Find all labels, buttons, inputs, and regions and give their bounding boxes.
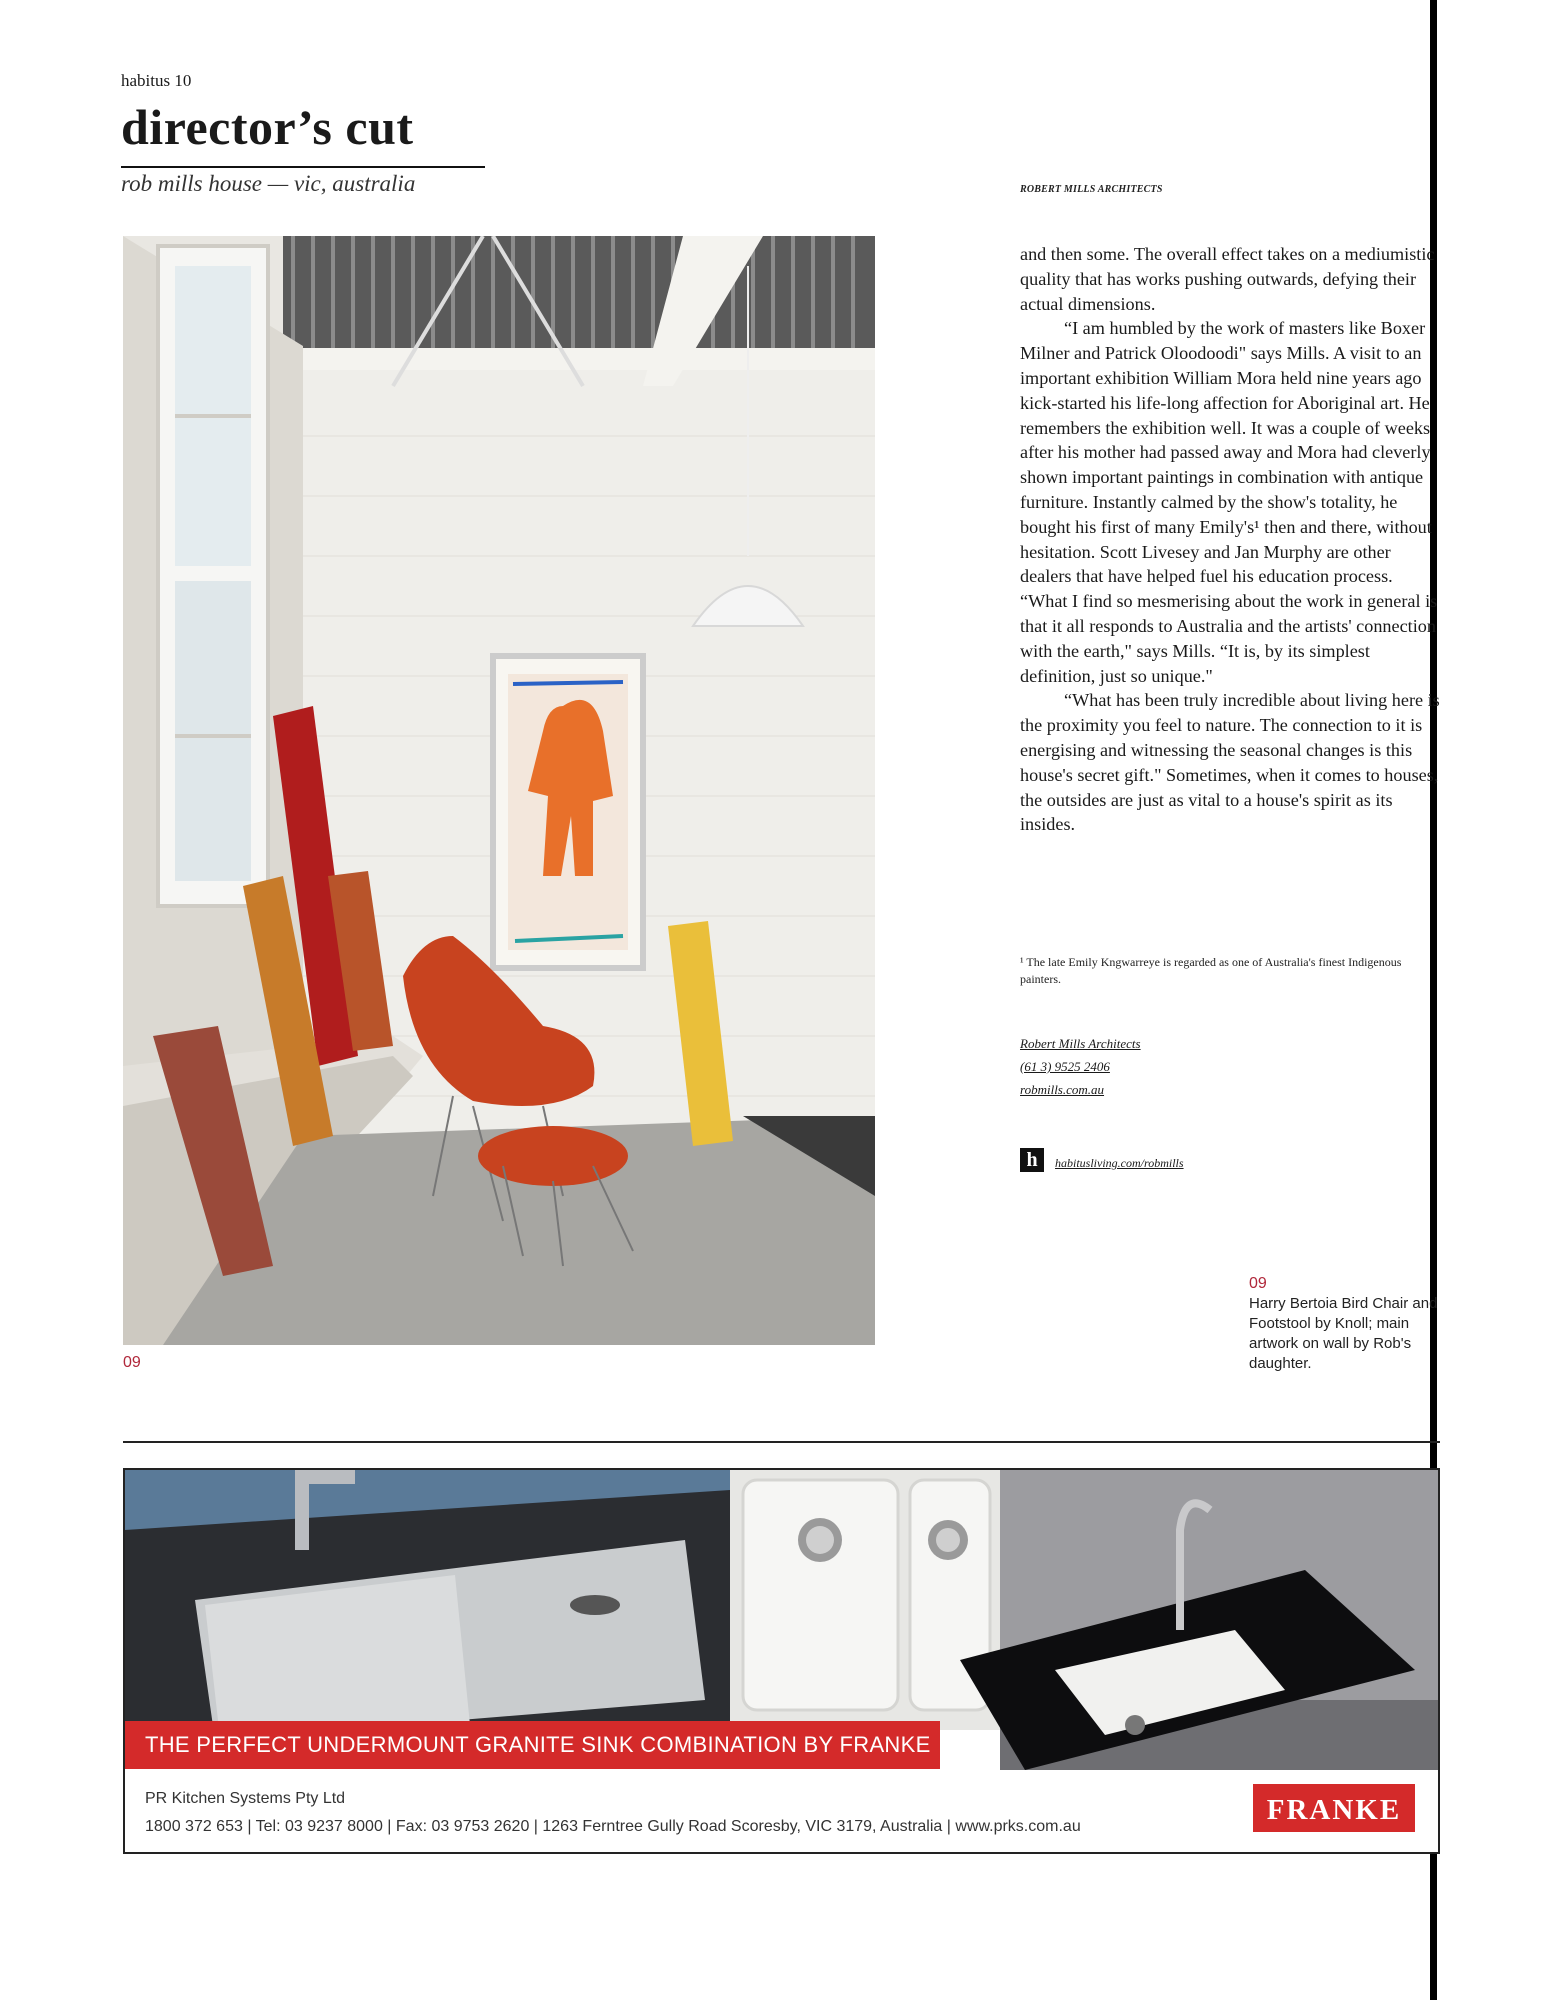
firm-header: ROBERT MILLS ARCHITECTS	[1020, 184, 1163, 195]
contact-phone: (61 3) 9525 2406	[1020, 1059, 1110, 1074]
article-paragraph: and then some. The overall effect takes on a mediumistic quality that has works pushing outwards, defying their actual dimensions.	[1020, 244, 1435, 314]
franke-logo: FRANKE	[1251, 1782, 1417, 1834]
page-subtitle: rob mills house — vic, australia	[121, 171, 416, 196]
habitus-icon: h	[1020, 1148, 1044, 1172]
article-paragraph: “What has been truly incredible about living here is the proximity you feel to nature. The connection to it is energising and witnessing the seasonal changes is this house's secret gift." Sometimes, when it comes to houses, the outsides are just as vital to a house's spirit as its insides.	[1020, 690, 1440, 835]
issue-label: habitus 10	[121, 71, 192, 90]
ad-headline-banner	[125, 1721, 940, 1769]
contact-block	[1020, 1032, 1141, 1101]
page-title: director’s cut	[121, 99, 414, 155]
contact-name-link[interactable]: Robert Mills Architects	[1020, 1036, 1141, 1051]
title-divider	[121, 166, 485, 168]
ad-contact-details: 1800 372 653 | Tel: 03 9237 8000 | Fax: 03 9753 2620 | 1263 Ferntree Gully Road Scoresby, VIC 3179, Australia | www.prks.com.au	[145, 1818, 1081, 1835]
article-body	[1020, 242, 1440, 837]
interior-photo	[123, 236, 875, 1345]
footnote: ¹ The late Emily Kngwarreye is regarded as one of Australia's finest Indigenous painters.	[1020, 955, 1402, 986]
ad-company: PR Kitchen Systems Pty Ltd	[145, 1790, 346, 1807]
photo-number: 09	[123, 1354, 141, 1371]
ad-headline: THE PERFECT UNDERMOUNT GRANITE SINK COMBINATION BY FRANKE	[145, 1732, 931, 1757]
caption-number: 09	[1249, 1275, 1267, 1292]
ad-divider	[123, 1441, 1440, 1443]
habitus-web-link[interactable]: habitusliving.com/robmills	[1055, 1156, 1184, 1170]
franke-advertisement[interactable]	[123, 1468, 1440, 1854]
contact-web-link[interactable]: robmills.com.au	[1020, 1082, 1105, 1097]
article-paragraph: “I am humbled by the work of masters like Boxer Milner and Patrick Oloodoodi" says Mills. A visit to an important exhibition William Mora held nine years ago kick-started his life-long affection for Aboriginal art. He remembers the exhibition well. It was a couple of weeks after his mother had passed away and Mora had cleverly shown important paintings in combination with antique furniture. Instantly calmed by the show's totality, he bought his first of many Emily's¹ then and there, without hesitation. Scott Livesey and Jan Murphy are other dealers that have helped fuel his education process. “What I find so mesmerising about the work in general is that it all responds to Australia and the artists' connection with the earth," says Mills. “It is, by its simplest definition, just so unique."	[1020, 318, 1438, 686]
photo-caption: Harry Bertoia Bird Chair and Footstool by Knoll; main artwork on wall by Rob's daughter.	[1249, 1295, 1438, 1372]
